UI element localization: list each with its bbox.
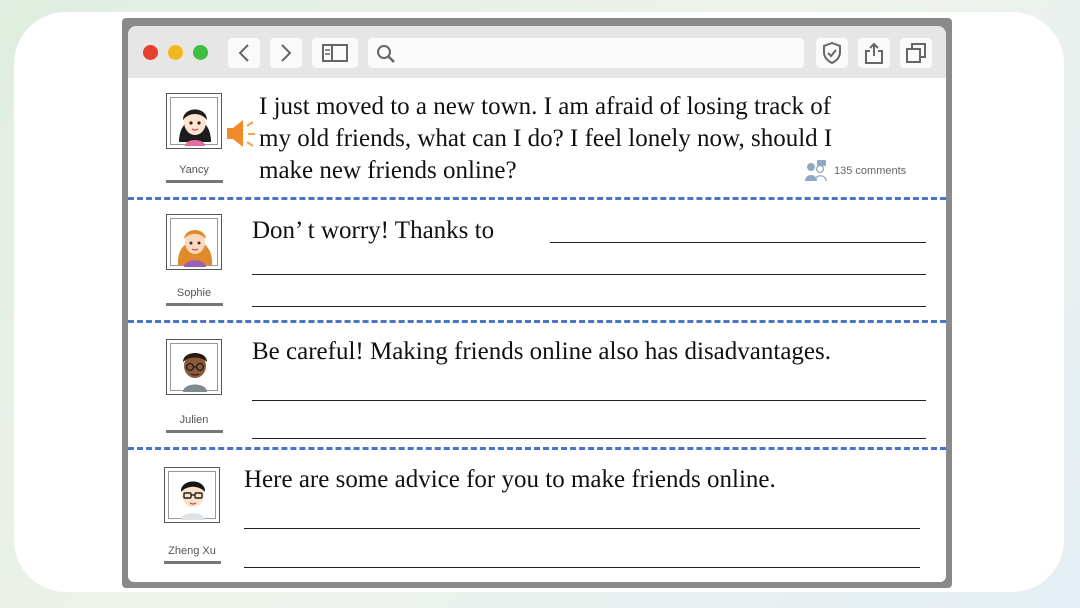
username-yancy: Yancy bbox=[179, 164, 209, 176]
users-comment-icon bbox=[804, 160, 828, 182]
boy-avatar-icon bbox=[171, 344, 219, 392]
tabs-icon bbox=[905, 42, 927, 64]
answer-line[interactable] bbox=[550, 242, 926, 243]
post-text-sophie: Don’ t worry! Thanks to bbox=[252, 217, 495, 244]
sidebar-button[interactable] bbox=[312, 38, 358, 68]
post-line: make new friends online? bbox=[259, 157, 517, 184]
comments-link[interactable] bbox=[804, 160, 906, 182]
answer-line[interactable] bbox=[252, 306, 926, 307]
avatar-julien bbox=[166, 339, 222, 395]
answer-line[interactable] bbox=[244, 567, 920, 568]
username-julien: Julien bbox=[179, 414, 209, 426]
answer-line[interactable] bbox=[252, 400, 926, 401]
shield-button[interactable] bbox=[816, 38, 848, 68]
username-underline bbox=[166, 430, 223, 433]
girl-avatar-icon bbox=[171, 98, 219, 146]
close-window-button[interactable] bbox=[143, 45, 158, 60]
back-button[interactable] bbox=[228, 38, 260, 68]
forward-arrow-icon bbox=[279, 43, 293, 63]
answer-line[interactable] bbox=[252, 274, 926, 275]
forum-thread bbox=[128, 78, 946, 582]
post-text-yancy bbox=[259, 91, 832, 187]
username-underline bbox=[166, 303, 223, 306]
answer-line[interactable] bbox=[244, 528, 920, 529]
avatar-yancy bbox=[166, 93, 222, 149]
username-underline bbox=[164, 561, 221, 564]
maximize-window-button[interactable] bbox=[193, 45, 208, 60]
share-button[interactable] bbox=[858, 38, 890, 68]
tabs-button[interactable] bbox=[900, 38, 932, 68]
speaker-icon[interactable] bbox=[226, 118, 256, 150]
share-icon bbox=[864, 42, 884, 64]
browser-toolbar bbox=[128, 26, 946, 78]
post-divider bbox=[128, 447, 946, 450]
forward-button[interactable] bbox=[270, 38, 302, 68]
post-text-zheng-xu: Here are some advice for you to make friends online. bbox=[244, 466, 776, 493]
girl-avatar-icon bbox=[171, 219, 219, 267]
back-arrow-icon bbox=[237, 43, 251, 63]
sidebar-icon bbox=[322, 44, 348, 62]
post-text-julien: Be careful! Making friends online also has disadvantages. bbox=[252, 338, 831, 365]
search-icon bbox=[376, 44, 396, 64]
shield-icon bbox=[822, 42, 842, 64]
boy-avatar-icon bbox=[169, 472, 217, 520]
address-bar[interactable] bbox=[368, 38, 804, 68]
post-divider bbox=[128, 320, 946, 323]
minimize-window-button[interactable] bbox=[168, 45, 183, 60]
username-zheng-xu: Zheng Xu bbox=[168, 545, 216, 557]
post-divider bbox=[128, 197, 946, 200]
username-underline bbox=[166, 180, 223, 183]
comments-count: 135 comments bbox=[834, 165, 907, 177]
answer-line[interactable] bbox=[252, 438, 926, 439]
post-line: I just moved to a new town. I am afraid of losing track of bbox=[259, 93, 832, 120]
post-line: my old friends, what can I do? I feel lonely now, should I bbox=[259, 125, 833, 152]
avatar-sophie bbox=[166, 214, 222, 270]
username-sophie: Sophie bbox=[176, 287, 212, 299]
avatar-zheng-xu bbox=[164, 467, 220, 523]
